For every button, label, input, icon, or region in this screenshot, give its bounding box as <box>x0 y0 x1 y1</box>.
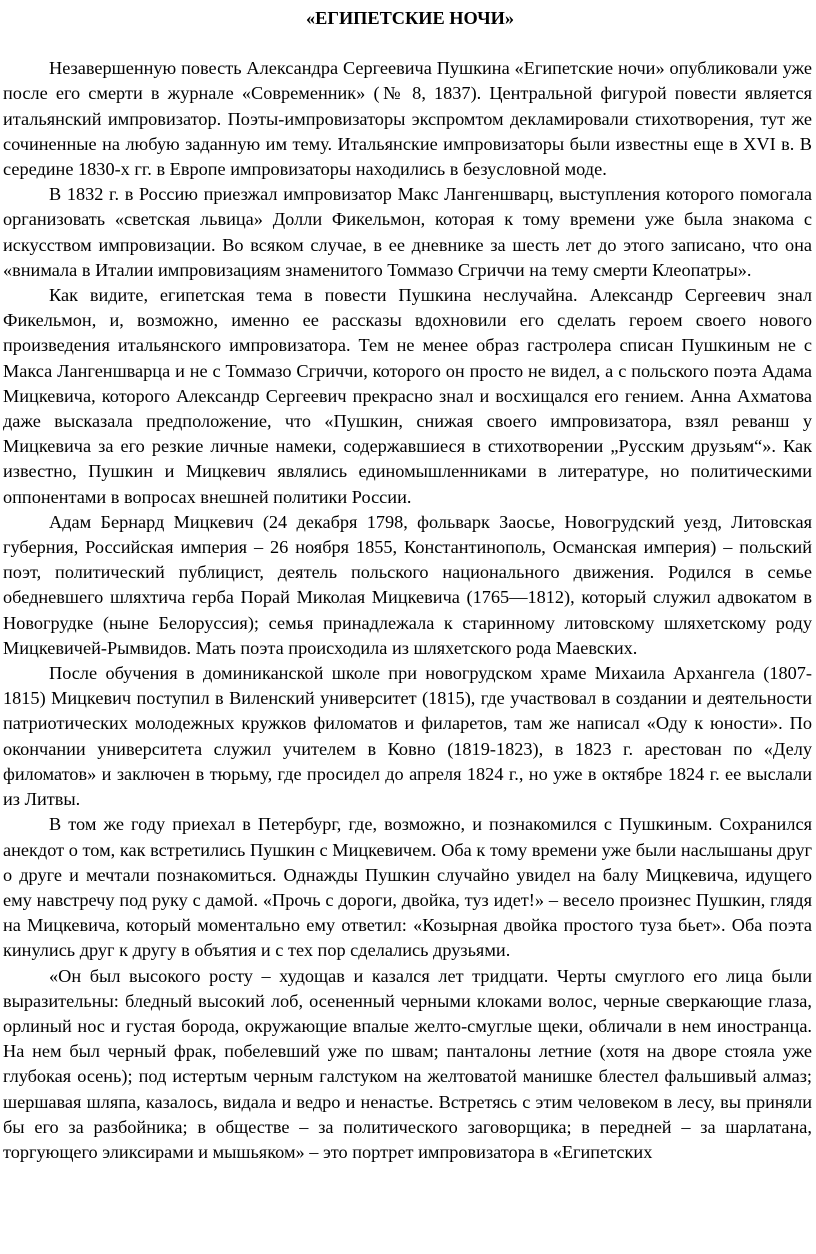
paragraph-intro: Незавершенную повесть Александра Сергеевича Пушкина «Египетские ночи» опубликовали уже после его смерти в журнале «Современник» (№ 8, 1837). Центральной фигурой повести является итальянский импровизатор. Поэты-импровизаторы экспромтом декламировали стихотворения, тут же сочиненные на любую заданную им тему. Итальянские импровизаторы были известны еще в XVI в. В середине 1830-х гг. в Европе импровизаторы находились в безусловной моде. <box>3 58 812 180</box>
paragraph-mickiewicz-biography: Адам Бернард Мицкевич (24 декабря 1798, фольварк Заосье, Новогрудский уезд, Литовская губерния, Российская империя – 26 ноября 1855, Константинополь, Османская империя) – польский поэт, политический публицист, деятель польского национального движения. Родился в семье обедневшего шляхтича герба Порай Миколая Мицкевича (1765—1812), который служил адвокатом в Новогрудке (ныне Белоруссия); семья принадлежала к старинному литовскому шляхетскому роду Мицкевичей-Рымвидов. Мать поэта происходила из шляхетского рода Маевских. <box>3 511 812 658</box>
paragraph-langenschwarz: В 1832 г. в Россию приезжал импровизатор Макс Лангеншварц, выступления которого помогала организовать «светская львица» Долли Фикельмон, которая к тому времени уже была знакома с искусством импровизации. Во всяком случае, в ее дневнике за шесть лет до этого записано, что она «внимала в Италии импровизациям знаменитого Томмазо Сгриччи на тему смерти Клеопатры». <box>3 184 812 280</box>
paragraph-mickiewicz-education: После обучения в доминиканской школе при новогрудском храме Михаила Архангела (1807-1815) Мицкевич поступил в Виленский университет (1815), где участвовал в создании и деятельности патриотических молодежных кружков филоматов и филаретов, там же написал «Оду к юности». По окончании университета служил учителем в Ковно (1819-1823), в 1823 г. арестован по «Делу филоматов» и заключен в тюрьму, где просидел до апреля 1824 г., но уже в октябре 1824 г. ее выслали из Литвы. <box>3 663 812 810</box>
page-title: «ЕГИПЕТСКИЕ НОЧИ» <box>306 8 514 28</box>
paragraph-egyptian-theme: Как видите, египетская тема в повести Пушкина неслучайна. Александр Сергеевич знал Фикельмон, и, возможно, именно ее рассказы вдохновили его сделать героем своего нового произведения итальянского импровизатора. Тем не менее образ гастролера списан Пушкиным не с Макса Лангеншварца и не с Томмазо Сгриччи, которого он просто не видел, а с польского поэта Адама Мицкевича, которого Александр Сергеевич прекрасно знал и восхищался его гением. Анна Ахматова даже высказала предположение, что «Пушкин, снижая своего импровизатора, взял реванш у Мицкевича за его резкие личные намеки, содержавшиеся в стихотворении „Русским друзьям“». Как известно, Пушкин и Мицкевич являлись единомышленниками в литературе, но политическими оппонентами в вопросах внешней политики России. <box>3 285 812 507</box>
paragraph-pushkin-meeting: В том же году приехал в Петербург, где, возможно, и познакомился с Пушкиным. Сохранился анекдот о том, как встретились Пушкин с Мицкевичем. Оба к тому времени уже были наслышаны друг о друге и мечтали познакомиться. Однажды Пушкин случайно увидел на балу Мицкевича, идущего ему навстречу под руку с дамой. «Прочь с дороги, двойка, туз идет!» – весело произнес Пушкин, глядя на Мицкевича, который моментально ему ответил: «Козырная двойка простого туза бьет». Оба поэта кинулись друг к другу в объятия и с тех пор сделались друзьями. <box>3 814 812 961</box>
paragraph-improviser-portrait: «Он был высокого росту – худощав и казался лет тридцати. Черты смуглого его лица были выразительны: бледный высокий лоб, осененный черными клоками волос, черные сверкающие глаза, орлиный нос и густая борода, окружающие впалые желто-смуглые щеки, обличали в нем иностранца. На нем был черный фрак, побелевший уже по швам; панталоны летние (хотя на дворе стояла уже глубокая осень); под истертым черным галстуком на желтоватой манишке блестел фальшивый алмаз; шершавая шляпа, казалось, видала и ведро и ненастье. Встретясь с этим человеком в лесу, вы приняли бы его за разбойника; в обществе – за политического заговорщика; в передней – за шарлатана, торгующего эликсирами и мышьяком» – это портрет импровизатора в «Египетских <box>3 965 812 1162</box>
